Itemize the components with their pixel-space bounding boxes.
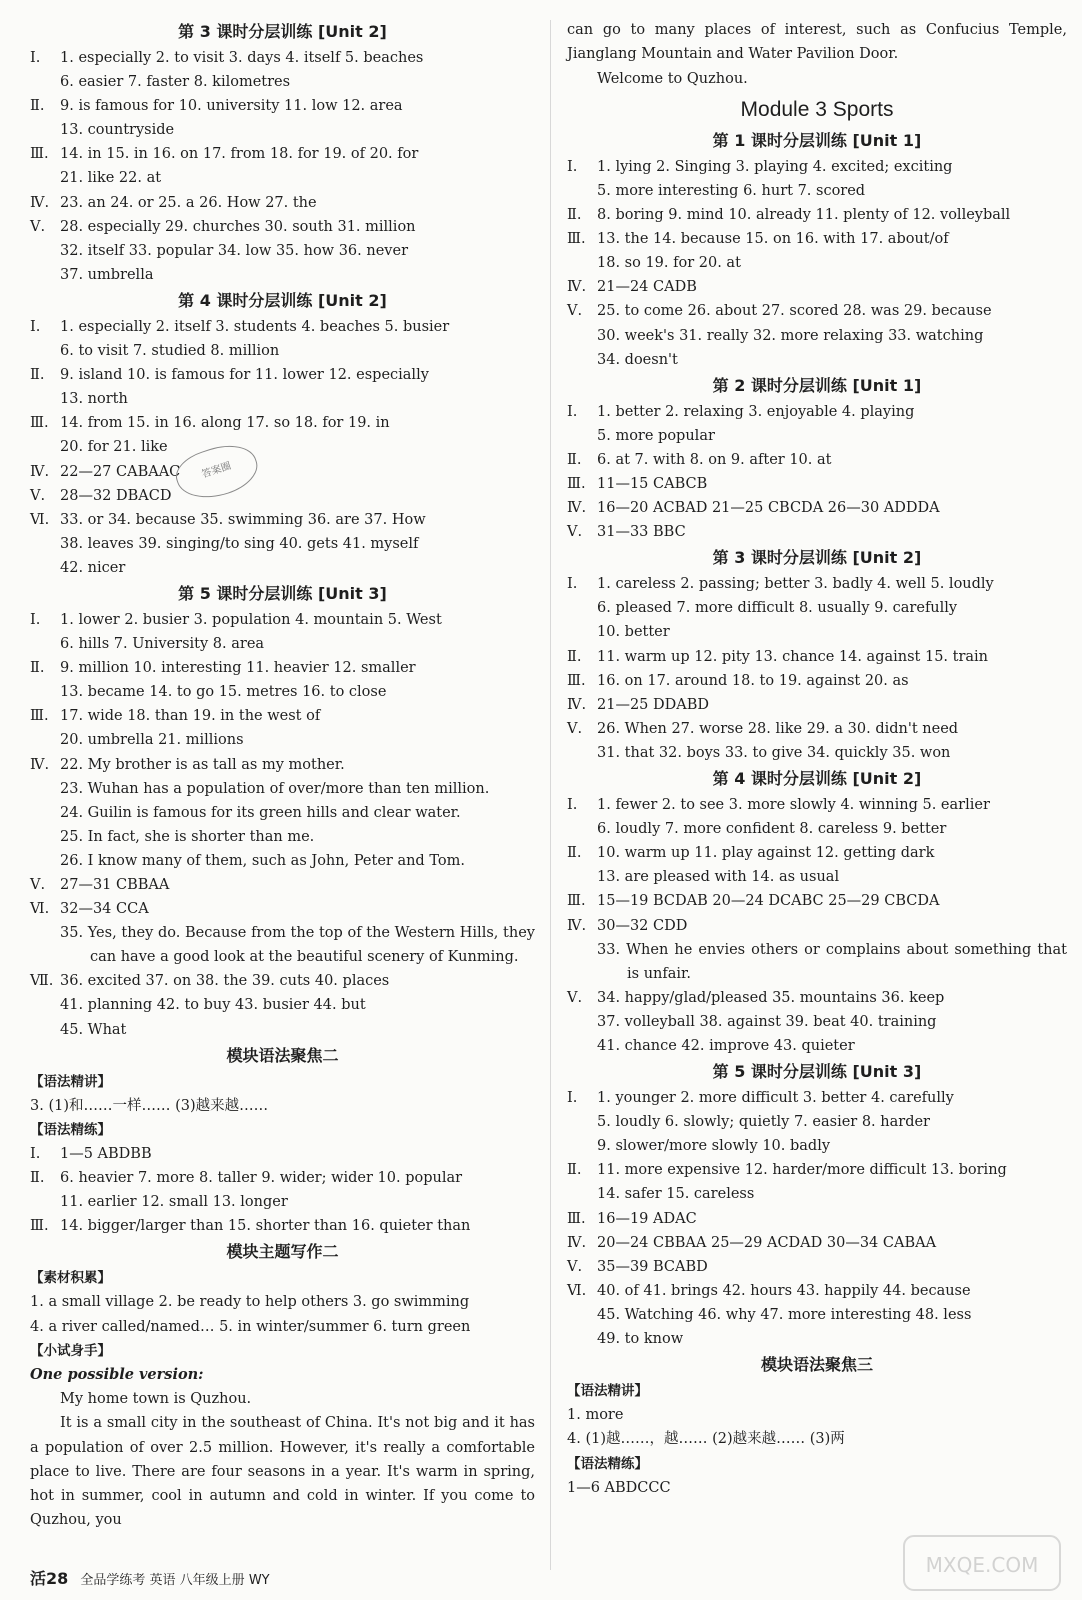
subsection-tag: 【语法精练】 xyxy=(567,1455,648,1472)
answer-text: 27—31 CBBAA xyxy=(60,877,170,893)
answer-section xyxy=(30,315,535,580)
roman-numeral: Ⅳ. xyxy=(567,1234,587,1251)
answer-text: 6. easier 7. faster 8. kilometres xyxy=(60,74,291,91)
roman-numeral: Ⅱ. xyxy=(567,648,582,665)
answer-line: 1. a small village 2. be ready to help others 3. go swimming xyxy=(30,1294,470,1311)
answer-text: 21. like 22. at xyxy=(60,170,162,187)
answer-text: 5. more interesting 6. hurt 7. scored xyxy=(597,182,866,199)
answer-text: 1. lower 2. busier 3. population 4. mountain 5. West xyxy=(60,611,442,628)
answer-text: 40. of 41. brings 42. hours 43. happily 44. because xyxy=(597,1282,971,1299)
answer-line: 1—6 ABDCCC xyxy=(567,1479,671,1496)
page-footer xyxy=(30,1566,270,1589)
answer-text: 11. earlier 12. small 13. longer xyxy=(60,1194,288,1211)
answer-line xyxy=(567,841,1067,865)
roman-numeral: Ⅰ. xyxy=(30,611,41,628)
roman-numeral: Ⅰ. xyxy=(567,1090,578,1107)
answer-line xyxy=(30,46,535,70)
answer-line xyxy=(567,324,1067,348)
answer-line xyxy=(30,315,535,339)
answer-text: 22—27 CABAAC xyxy=(60,463,181,480)
answer-line xyxy=(30,532,535,556)
subsection-tag: 【语法精练】 xyxy=(30,1121,111,1138)
answer-text: 34. doesn't xyxy=(597,351,678,368)
section-title: 模块主题写作二 xyxy=(226,1242,339,1262)
essay-text: can go to many places of interest, such as Confucius Temple, Jianglang Mountain and Water Pavilion Door. xyxy=(567,22,1067,63)
roman-numeral: Ⅵ. xyxy=(567,1282,587,1299)
answer-line xyxy=(30,1018,535,1042)
roman-numeral: Ⅰ. xyxy=(567,576,578,593)
version-label: One possible version: xyxy=(30,1365,204,1383)
answer-line xyxy=(30,1166,535,1190)
answer-text: 1. especially 2. to visit 3. days 4. itself 5. beaches xyxy=(60,50,424,66)
roman-numeral: Ⅱ. xyxy=(567,451,582,468)
answer-text: 25. In fact, she is shorter than me. xyxy=(60,828,315,845)
roman-numeral: Ⅲ. xyxy=(567,672,586,689)
answer-text: 10. warm up 11. play against 12. getting dark xyxy=(597,845,935,862)
answer-line xyxy=(567,227,1067,251)
answer-line xyxy=(567,448,1067,472)
answer-text: 11. more expensive 12. harder/more difficult 13. boring xyxy=(597,1162,1007,1179)
answer-text: 35—39 BCABD xyxy=(597,1258,708,1275)
roman-numeral: Ⅳ. xyxy=(567,917,587,934)
answer-text: 16. on 17. around 18. to 19. against 20. as xyxy=(597,672,909,689)
answer-text: 36. excited 37. on 38. the 39. cuts 40. places xyxy=(60,973,390,990)
answer-text: 1. younger 2. more difficult 3. better 4. carefully xyxy=(597,1090,954,1107)
answer-line xyxy=(567,620,1067,644)
answer-text: 13. became 14. to go 15. metres 16. to close xyxy=(60,684,387,701)
module-title: Module 3 Sports xyxy=(740,97,894,121)
answer-line: 3. (1)和……一样…… (3)越来越…… xyxy=(30,1097,269,1114)
subsection-tag: 【语法精讲】 xyxy=(30,1073,111,1090)
answer-line xyxy=(567,817,1067,841)
roman-numeral: Ⅴ. xyxy=(567,1258,583,1275)
answer-section xyxy=(567,400,1067,545)
answer-text: 9. island 10. is famous for 11. lower 12. especially xyxy=(60,367,429,384)
answer-text: 41. planning 42. to buy 43. busier 44. but xyxy=(60,997,366,1014)
answer-text: 18. so 19. for 20. at xyxy=(597,255,741,272)
answer-text: 24. Guilin is famous for its green hills and clear water. xyxy=(60,804,461,821)
answer-line xyxy=(30,656,535,680)
answer-section xyxy=(30,1266,535,1532)
roman-numeral: Ⅳ. xyxy=(30,463,50,480)
answer-line xyxy=(567,669,1067,693)
answer-text: 23. Wuhan has a population of over/more than ten million. xyxy=(60,780,490,797)
answer-line xyxy=(567,1182,1067,1206)
left-column xyxy=(30,18,535,1533)
answer-text: 41. chance 42. improve 43. quieter xyxy=(597,1037,855,1054)
answer-text: 21—24 CADB xyxy=(597,279,697,296)
answer-line xyxy=(567,693,1067,717)
answer-section xyxy=(567,18,1067,91)
answer-text: 9. is famous for 10. university 11. low 12. area xyxy=(60,98,403,115)
subsection-tag: 【小试身手】 xyxy=(30,1342,111,1359)
answer-text: 20. umbrella 21. millions xyxy=(60,732,244,749)
answer-text: 13. are pleased with 14. as usual xyxy=(597,869,840,886)
answer-line xyxy=(567,938,1067,986)
answer-text: 14. in 15. in 16. on 17. from 18. for 19. of 20. for xyxy=(60,146,419,163)
roman-numeral: Ⅱ. xyxy=(567,845,582,862)
section-title: 第 5 课时分层训练 [Unit 3] xyxy=(712,1062,922,1082)
answer-text: 13. the 14. because 15. on 16. with 17. about/of xyxy=(597,231,949,248)
answer-text: 13. north xyxy=(60,391,128,408)
answer-line xyxy=(567,986,1067,1010)
answer-text: 11. warm up 12. pity 13. chance 14. against 15. train xyxy=(597,648,989,665)
answer-line xyxy=(567,251,1067,275)
answer-text: 6. heavier 7. more 8. taller 9. wider; wider 10. popular xyxy=(60,1170,463,1187)
answer-text: 22. My brother is as tall as my mother. xyxy=(60,756,345,773)
answer-line xyxy=(567,179,1067,203)
answer-text: 6. pleased 7. more difficult 8. usually 9. carefully xyxy=(597,600,958,617)
answer-text: 21—25 DDABD xyxy=(597,696,710,713)
answer-line xyxy=(30,239,535,263)
answer-section xyxy=(30,608,535,1042)
column-divider xyxy=(550,20,551,1570)
answer-text: 1. lying 2. Singing 3. playing 4. excited; exciting xyxy=(597,158,953,175)
answer-line xyxy=(30,142,535,166)
roman-numeral: Ⅴ. xyxy=(30,877,46,893)
answer-line xyxy=(567,572,1067,596)
answer-line xyxy=(30,118,535,142)
answer-section xyxy=(567,1086,1067,1351)
answer-text: 1. better 2. relaxing 3. enjoyable 4. playing xyxy=(597,403,915,420)
roman-numeral: Ⅲ. xyxy=(567,231,586,248)
answer-line xyxy=(567,520,1067,544)
roman-numeral: Ⅰ. xyxy=(567,403,578,420)
answer-text: 30—32 CDD xyxy=(597,917,688,934)
answer-section xyxy=(567,793,1067,1058)
stamp-logo: 答案圈 xyxy=(171,437,264,508)
answer-line xyxy=(30,632,535,656)
roman-numeral: Ⅶ. xyxy=(30,973,54,990)
answer-section xyxy=(30,46,535,287)
answer-line xyxy=(567,889,1067,913)
answer-line xyxy=(30,873,535,897)
answer-line xyxy=(30,508,535,532)
section-title: 第 5 课时分层训练 [Unit 3] xyxy=(178,583,387,603)
answer-text: 28—32 DBACD xyxy=(60,487,172,504)
answer-line xyxy=(567,1327,1067,1351)
answer-line xyxy=(30,263,535,287)
answer-line xyxy=(567,717,1067,741)
answer-line xyxy=(30,969,535,993)
section-title: 模块语法聚焦三 xyxy=(760,1355,873,1375)
answer-text: 5. more popular xyxy=(597,427,715,444)
answer-section xyxy=(30,1070,535,1239)
answer-line xyxy=(567,275,1067,299)
answer-text: 14. bigger/larger than 15. shorter than 16. quieter than xyxy=(60,1218,471,1235)
answer-line xyxy=(30,897,535,921)
roman-numeral: Ⅴ. xyxy=(567,524,583,541)
answer-line xyxy=(30,435,535,459)
answer-line xyxy=(567,424,1067,448)
roman-numeral: Ⅲ. xyxy=(30,1218,49,1235)
answer-line xyxy=(567,1034,1067,1058)
answer-text: 8. boring 9. mind 10. already 11. plenty of 12. volleyball xyxy=(597,207,1011,224)
section-title: 模块语法聚焦二 xyxy=(226,1045,339,1065)
answer-line xyxy=(30,484,535,508)
section-title: 第 3 课时分层训练 [Unit 2] xyxy=(178,22,387,41)
answer-line xyxy=(567,1010,1067,1034)
footer-text: 全品学练考 英语 八年级上册 WY xyxy=(80,1573,270,1588)
roman-numeral: Ⅵ. xyxy=(30,901,50,918)
answer-text: 13. countryside xyxy=(60,122,175,139)
roman-numeral: Ⅵ. xyxy=(30,511,50,528)
answer-line xyxy=(30,70,535,94)
answer-text: 45. Watching 46. why 47. more interesting 48. less xyxy=(597,1306,972,1323)
answer-line xyxy=(30,191,535,215)
answer-line xyxy=(567,1110,1067,1134)
answer-line xyxy=(567,596,1067,620)
roman-numeral: Ⅲ. xyxy=(567,476,586,493)
answer-line xyxy=(30,339,535,363)
answer-text: 16—19 ADAC xyxy=(597,1210,697,1227)
roman-numeral: Ⅰ. xyxy=(30,318,41,335)
answer-line xyxy=(30,777,535,801)
answer-text: 9. million 10. interesting 11. heavier 12. smaller xyxy=(60,660,416,677)
answer-line xyxy=(567,865,1067,889)
roman-numeral: Ⅴ. xyxy=(567,720,583,737)
roman-numeral: Ⅲ. xyxy=(30,708,49,725)
answer-line xyxy=(30,166,535,190)
answer-line xyxy=(567,496,1067,520)
answer-line xyxy=(567,155,1067,179)
answer-line xyxy=(30,921,535,969)
answer-text: 33. or 34. because 35. swimming 36. are 37. How xyxy=(60,511,426,528)
answer-text: 25. to come 26. about 27. scored 28. was 29. because xyxy=(597,303,992,320)
answer-text: 5. loudly 6. slowly; quietly 7. easier 8. harder xyxy=(597,1114,930,1131)
answer-line xyxy=(30,1190,535,1214)
roman-numeral: Ⅱ. xyxy=(30,367,45,384)
essay-paragraph: Welcome to Quzhou. xyxy=(597,70,748,87)
roman-numeral: Ⅱ. xyxy=(567,1162,582,1179)
answer-line xyxy=(567,741,1067,765)
roman-numeral: Ⅳ. xyxy=(567,696,587,713)
answer-line xyxy=(567,1255,1067,1279)
answer-text: 6. to visit 7. studied 8. million xyxy=(60,343,280,360)
roman-numeral: Ⅴ. xyxy=(30,487,46,504)
subsection-tag: 【语法精讲】 xyxy=(567,1383,648,1400)
answer-line xyxy=(567,1134,1067,1158)
essay-paragraph: My home town is Quzhou. xyxy=(60,1390,252,1407)
answer-line xyxy=(567,793,1067,817)
answer-line xyxy=(567,914,1067,938)
answer-text: 37. umbrella xyxy=(60,266,154,283)
roman-numeral: Ⅳ. xyxy=(30,194,50,211)
roman-numeral: Ⅴ. xyxy=(567,303,583,320)
answer-text: 32—34 CCA xyxy=(60,901,149,918)
answer-line xyxy=(567,1231,1067,1255)
roman-numeral: Ⅱ. xyxy=(30,98,45,115)
answer-line xyxy=(567,1303,1067,1327)
answer-line xyxy=(567,1207,1067,1231)
answer-text: 1. fewer 2. to see 3. more slowly 4. winning 5. earlier xyxy=(597,797,990,814)
roman-numeral: Ⅰ. xyxy=(567,797,578,814)
roman-numeral: Ⅲ. xyxy=(567,1210,586,1227)
answer-text: 37. volleyball 38. against 39. beat 40. training xyxy=(597,1013,937,1030)
answer-text: 20—24 CBBAA 25—29 ACDAD 30—34 CABAA xyxy=(597,1234,937,1251)
answer-text: 34. happy/glad/pleased 35. mountains 36. keep xyxy=(597,989,945,1006)
answer-text: 23. an 24. or 25. a 26. How 27. the xyxy=(60,194,317,211)
answer-line xyxy=(30,215,535,239)
answer-text: 6. loudly 7. more confident 8. careless 9. better xyxy=(597,821,947,838)
answer-line xyxy=(30,825,535,849)
answer-text: 16—20 ACBAD 21—25 CBCDA 26—30 ADDDA xyxy=(597,500,940,517)
answer-text: 9. slower/more slowly 10. badly xyxy=(597,1138,831,1155)
answer-text: 6. at 7. with 8. on 9. after 10. at xyxy=(597,451,832,468)
answer-section xyxy=(567,572,1067,765)
answer-text: 42. nicer xyxy=(60,559,126,576)
answer-text: 28. especially 29. churches 30. south 31. million xyxy=(60,218,416,235)
answer-line xyxy=(30,1142,535,1166)
roman-numeral: Ⅱ. xyxy=(567,207,582,224)
essay-paragraph: It is a small city in the southeast of China. It's not big and it has a population of over 2.5 million. However, it's really a comfortable place to live. There are four seasons in a year. It's warm in spring, hot in summer, cool in autumn and cold in winter. If you come to Quzhou, you xyxy=(30,1415,535,1529)
answer-line xyxy=(30,460,535,484)
roman-numeral: Ⅲ. xyxy=(567,893,586,910)
answer-text: 11—15 CABCB xyxy=(597,476,708,493)
roman-numeral: Ⅱ. xyxy=(30,1170,45,1187)
answer-text: 35. Yes, they do. Because from the top of the Western Hills, they can have a good look at the beautiful scenery of Kunming. xyxy=(60,925,535,966)
answer-text: 14. safer 15. careless xyxy=(597,1186,755,1203)
answer-line xyxy=(567,1279,1067,1303)
answer-text: 26. When 27. worse 28. like 29. a 30. didn't need xyxy=(597,720,959,737)
answer-text: 1—5 ABDBB xyxy=(60,1145,152,1162)
answer-line xyxy=(30,704,535,728)
roman-numeral: Ⅰ. xyxy=(567,158,578,175)
answer-line xyxy=(30,363,535,387)
answer-line xyxy=(567,1158,1067,1182)
roman-numeral: Ⅰ. xyxy=(30,50,41,66)
answer-text: 33. When he envies others or complains about something that is unfair. xyxy=(597,941,1067,982)
answer-text: 15—19 BCDAB 20—24 DCABC 25—29 CBCDA xyxy=(597,893,940,910)
section-title: 第 1 课时分层训练 [Unit 1] xyxy=(712,130,922,150)
answer-line: 4. a river called/named… 5. in winter/summer 6. turn green xyxy=(30,1318,471,1335)
answer-line xyxy=(30,387,535,411)
answer-line xyxy=(30,556,535,580)
section-title: 第 4 课时分层训练 [Unit 2] xyxy=(712,769,922,789)
answer-line xyxy=(567,645,1067,669)
answer-line xyxy=(30,728,535,752)
roman-numeral: Ⅱ. xyxy=(30,660,45,677)
answer-text: 45. What xyxy=(60,1021,127,1038)
answer-line xyxy=(567,299,1067,323)
answer-line xyxy=(30,94,535,118)
right-column xyxy=(567,18,1067,1500)
answer-text: 49. to know xyxy=(597,1331,684,1348)
answer-line xyxy=(30,801,535,825)
roman-numeral: Ⅳ. xyxy=(567,500,587,517)
answer-line xyxy=(30,753,535,777)
roman-numeral: Ⅰ. xyxy=(30,1145,41,1162)
answer-text: 1. especially 2. itself 3. students 4. beaches 5. busier xyxy=(60,318,450,335)
page-number: 活28 xyxy=(30,1569,69,1588)
roman-numeral: Ⅴ. xyxy=(567,989,583,1006)
answer-line xyxy=(567,1086,1067,1110)
answer-text: 20. for 21. like xyxy=(60,439,168,456)
answer-text: 14. from 15. in 16. along 17. so 18. for 19. in xyxy=(60,415,390,432)
answer-line xyxy=(30,608,535,632)
answer-text: 10. better xyxy=(597,624,670,641)
answer-line xyxy=(30,411,535,435)
answer-line: 4. (1)越……，越…… (2)越来越…… (3)两 xyxy=(567,1431,845,1448)
roman-numeral: Ⅴ. xyxy=(30,218,46,235)
roman-numeral: Ⅳ. xyxy=(567,279,587,296)
section-title: 第 2 课时分层训练 [Unit 1] xyxy=(712,375,922,395)
answer-text: 17. wide 18. than 19. in the west of xyxy=(60,708,321,725)
answer-line xyxy=(30,993,535,1017)
answer-line xyxy=(567,203,1067,227)
answer-text: 32. itself 33. popular 34. low 35. how 36. never xyxy=(60,242,408,259)
section-title: 第 4 课时分层训练 [Unit 2] xyxy=(178,290,387,310)
answer-section xyxy=(567,1379,1067,1500)
answer-line xyxy=(567,472,1067,496)
roman-numeral: Ⅲ. xyxy=(30,146,49,163)
answer-line xyxy=(567,348,1067,372)
answer-text: 38. leaves 39. singing/to sing 40. gets 41. myself xyxy=(60,535,419,552)
answer-text: 26. I know many of them, such as John, Peter and Tom. xyxy=(60,852,465,869)
answer-text: 1. careless 2. passing; better 3. badly 4. well 5. loudly xyxy=(597,576,994,593)
answer-line xyxy=(567,400,1067,424)
answer-text: 31—33 BBC xyxy=(597,524,686,541)
answer-section xyxy=(567,155,1067,372)
watermark-logo xyxy=(902,1534,1062,1592)
answer-text: 31. that 32. boys 33. to give 34. quickly 35. won xyxy=(597,744,951,761)
subsection-tag: 【素材积累】 xyxy=(30,1270,111,1287)
answer-text: 30. week's 31. really 32. more relaxing 33. watching xyxy=(597,327,984,344)
watermark-text: MXQE.COM xyxy=(925,1553,1039,1577)
answer-line xyxy=(30,1214,535,1238)
section-title: 第 3 课时分层训练 [Unit 2] xyxy=(712,548,922,568)
answer-line xyxy=(30,680,535,704)
answer-text: 6. hills 7. University 8. area xyxy=(60,636,265,653)
roman-numeral: Ⅲ. xyxy=(30,415,49,432)
answer-line: 1. more xyxy=(567,1407,624,1424)
answer-line xyxy=(30,849,535,873)
roman-numeral: Ⅳ. xyxy=(30,756,50,773)
